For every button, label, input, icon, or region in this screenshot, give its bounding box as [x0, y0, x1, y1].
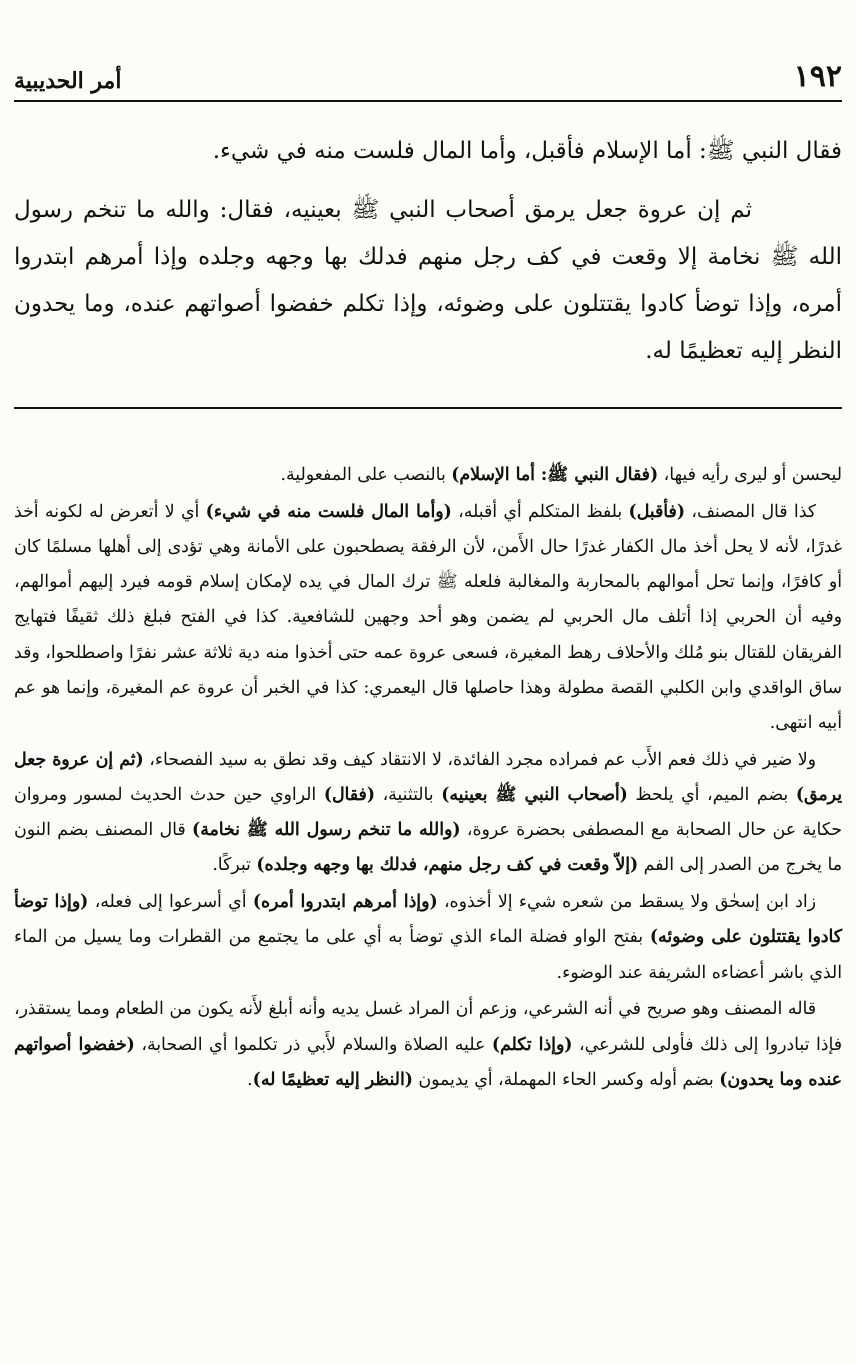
commentary [14, 458, 842, 1100]
commentary-text: بالنصب على المفعولية. [280, 465, 452, 485]
commentary-paragraph-3 [14, 743, 842, 884]
quoted-matn: (إلاّ وقعت في كف رجل منهم، فدلك بها وجهه وجلده) [256, 855, 639, 876]
quoted-matn: (وإذا توضأ كادوا يقتتلون على وضوئه) [14, 892, 842, 948]
quoted-matn: (فقال) [323, 785, 375, 806]
commentary-text: قاله المصنف وهو صريح في أنه الشرعي، وزعم أن المراد غسل يديه وأنه أبلغ لأَنه يكون من الطعام ومما يستقذر، فإذا تبادروا إلى ذلك فأولى للشرعي، [14, 999, 842, 1055]
page-number: ١٩٢ [793, 59, 842, 94]
page-header [14, 58, 842, 94]
commentary-text: بضم أوله وكسر الحاء المهملة، أي يديمون [412, 1069, 720, 1090]
quoted-matn: (وأما المال فلست منه في شيء) [205, 501, 452, 522]
commentary-text: كذا قال المصنف، [685, 501, 817, 522]
commentary-text: . [247, 1069, 253, 1090]
commentary-text: زاد ابن إسحٰق ولا يسقط من شعره شيء إلا أخذوه، [437, 892, 816, 913]
footnote-separator [14, 407, 842, 409]
commentary-text: قال المصنف بضم النون ما يخرج من الصدر إلى الفم [14, 820, 842, 876]
main-paragraph-2: ثم إن عروة جعل يرمق أصحاب النبي ﷺ بعينيه، فقال: والله ما تنخم رسول الله ﷺ نخامة إلا وقعت في كف رجل منهم فدلك بها وجهه وجلده وإذا أمرهم ابتدروا أمره، وإذا توضأ كادوا يقتتلون على وضوئه، وإذا تكلم خفضوا أصواتهم عنده، وما يحدون النظر إليه تعظيمًا له. [14, 197, 842, 364]
quoted-matn: (والله ما تنخم رسول الله ﷺ نخامة) [192, 820, 461, 841]
quoted-matn: (أصحاب النبي ﷺ بعينيه) [441, 785, 628, 806]
quoted-matn: (خفضوا أصواتهم عنده وما يحدون) [14, 1034, 842, 1090]
commentary-text: بضم الميم، أي يلحظ [627, 785, 796, 806]
quoted-matn: (النظر إليه تعظيمًا له) [252, 1069, 413, 1090]
quoted-matn: (فقال النبي ﷺ: أما الإسلام) [451, 465, 659, 485]
commentary-text: بالتثنية، [375, 785, 442, 806]
quoted-matn: (وإذا أمرهم ابتدروا أمره) [252, 892, 438, 913]
running-title: أمر الحديبية [14, 68, 122, 94]
commentary-text: ولا ضير في ذلك فعم الأَب عم فمراده مجرد الفائدة، لا الانتقاد كيف وقد نطق به سيد الفصحاء، [143, 749, 816, 770]
main-paragraph-1: فقال النبي ﷺ: أما الإسلام فأقبل، وأما المال فلست منه في شيء. [212, 138, 842, 164]
commentary-text: الراوي حين حدث الحديث لمسور ومروان حكاية عن حال الصحابة مع المصطفى بحضرة عروة، [14, 785, 842, 841]
commentary-paragraph-5 [14, 992, 842, 1098]
header-rule [14, 100, 842, 102]
commentary-paragraph-4 [14, 885, 842, 991]
commentary-text: بفتح الواو فضلة الماء الذي توضأ به أي على ما يجتمع من القطرات وما يسيل من الماء الذي باشر أعضاءه الشريفة عند الوضوء. [14, 927, 842, 983]
commentary-paragraph-1 [14, 458, 842, 493]
commentary-text: ليحسن أو ليرى رأيه فيها، [658, 465, 842, 485]
commentary-text: بلفظ المتكلم أي أقبله، [451, 501, 629, 522]
commentary-text: تبركًا. [212, 855, 257, 876]
commentary-text: أي لا أتعرض له لكونه أخذ غدرًا، لأنه لا يحل أخذ مال الكفار غدرًا حال الأَمن، لأن الرفقة يصطحبون على الأمانة وهي تؤدى إلى أهلها مسلمًا كان أو كافرًا، وإنما تحل أموالهم بالمحاربة والمغالبة فلعله ﷺ ترك المال في يده لإمكان إسلام قومه فيرد إليهم أموالهم، وفيه أن الحربي إذا أتلف مال الحربي لم يضمن وهو أحد وجهين للشافعية. كذا في الفتح فبلغ ذلك ثقيفًا فتهايج الفريقان للقتال بنو مُلك والأحلاف رهط المغيرة، فسعى عروة عمه حتى أخذوا منه دية ثلاثة عشر نفرًا واصطلحوا، وقد ساق الواقدي وابن الكلبي القصة مطولة وهذا حاصلها قال اليعمري: كذا في الخبر أن عروة عم المغيرة، وإنما هو عم أبيه انتهى. [14, 501, 842, 734]
commentary-text: عليه الصلاة والسلام لأَبي ذر تكلموا أي الصحابة، [134, 1034, 492, 1055]
commentary-text: أي أسرعوا إلى فعله، [88, 892, 253, 913]
main-text [14, 128, 842, 375]
commentary-paragraph-2 [14, 495, 842, 741]
quoted-matn: (فأقبل) [628, 501, 685, 522]
quoted-matn: (وإذا تكلم) [491, 1034, 573, 1055]
quoted-matn: (ثم إن عروة جعل يرمق) [14, 749, 843, 806]
